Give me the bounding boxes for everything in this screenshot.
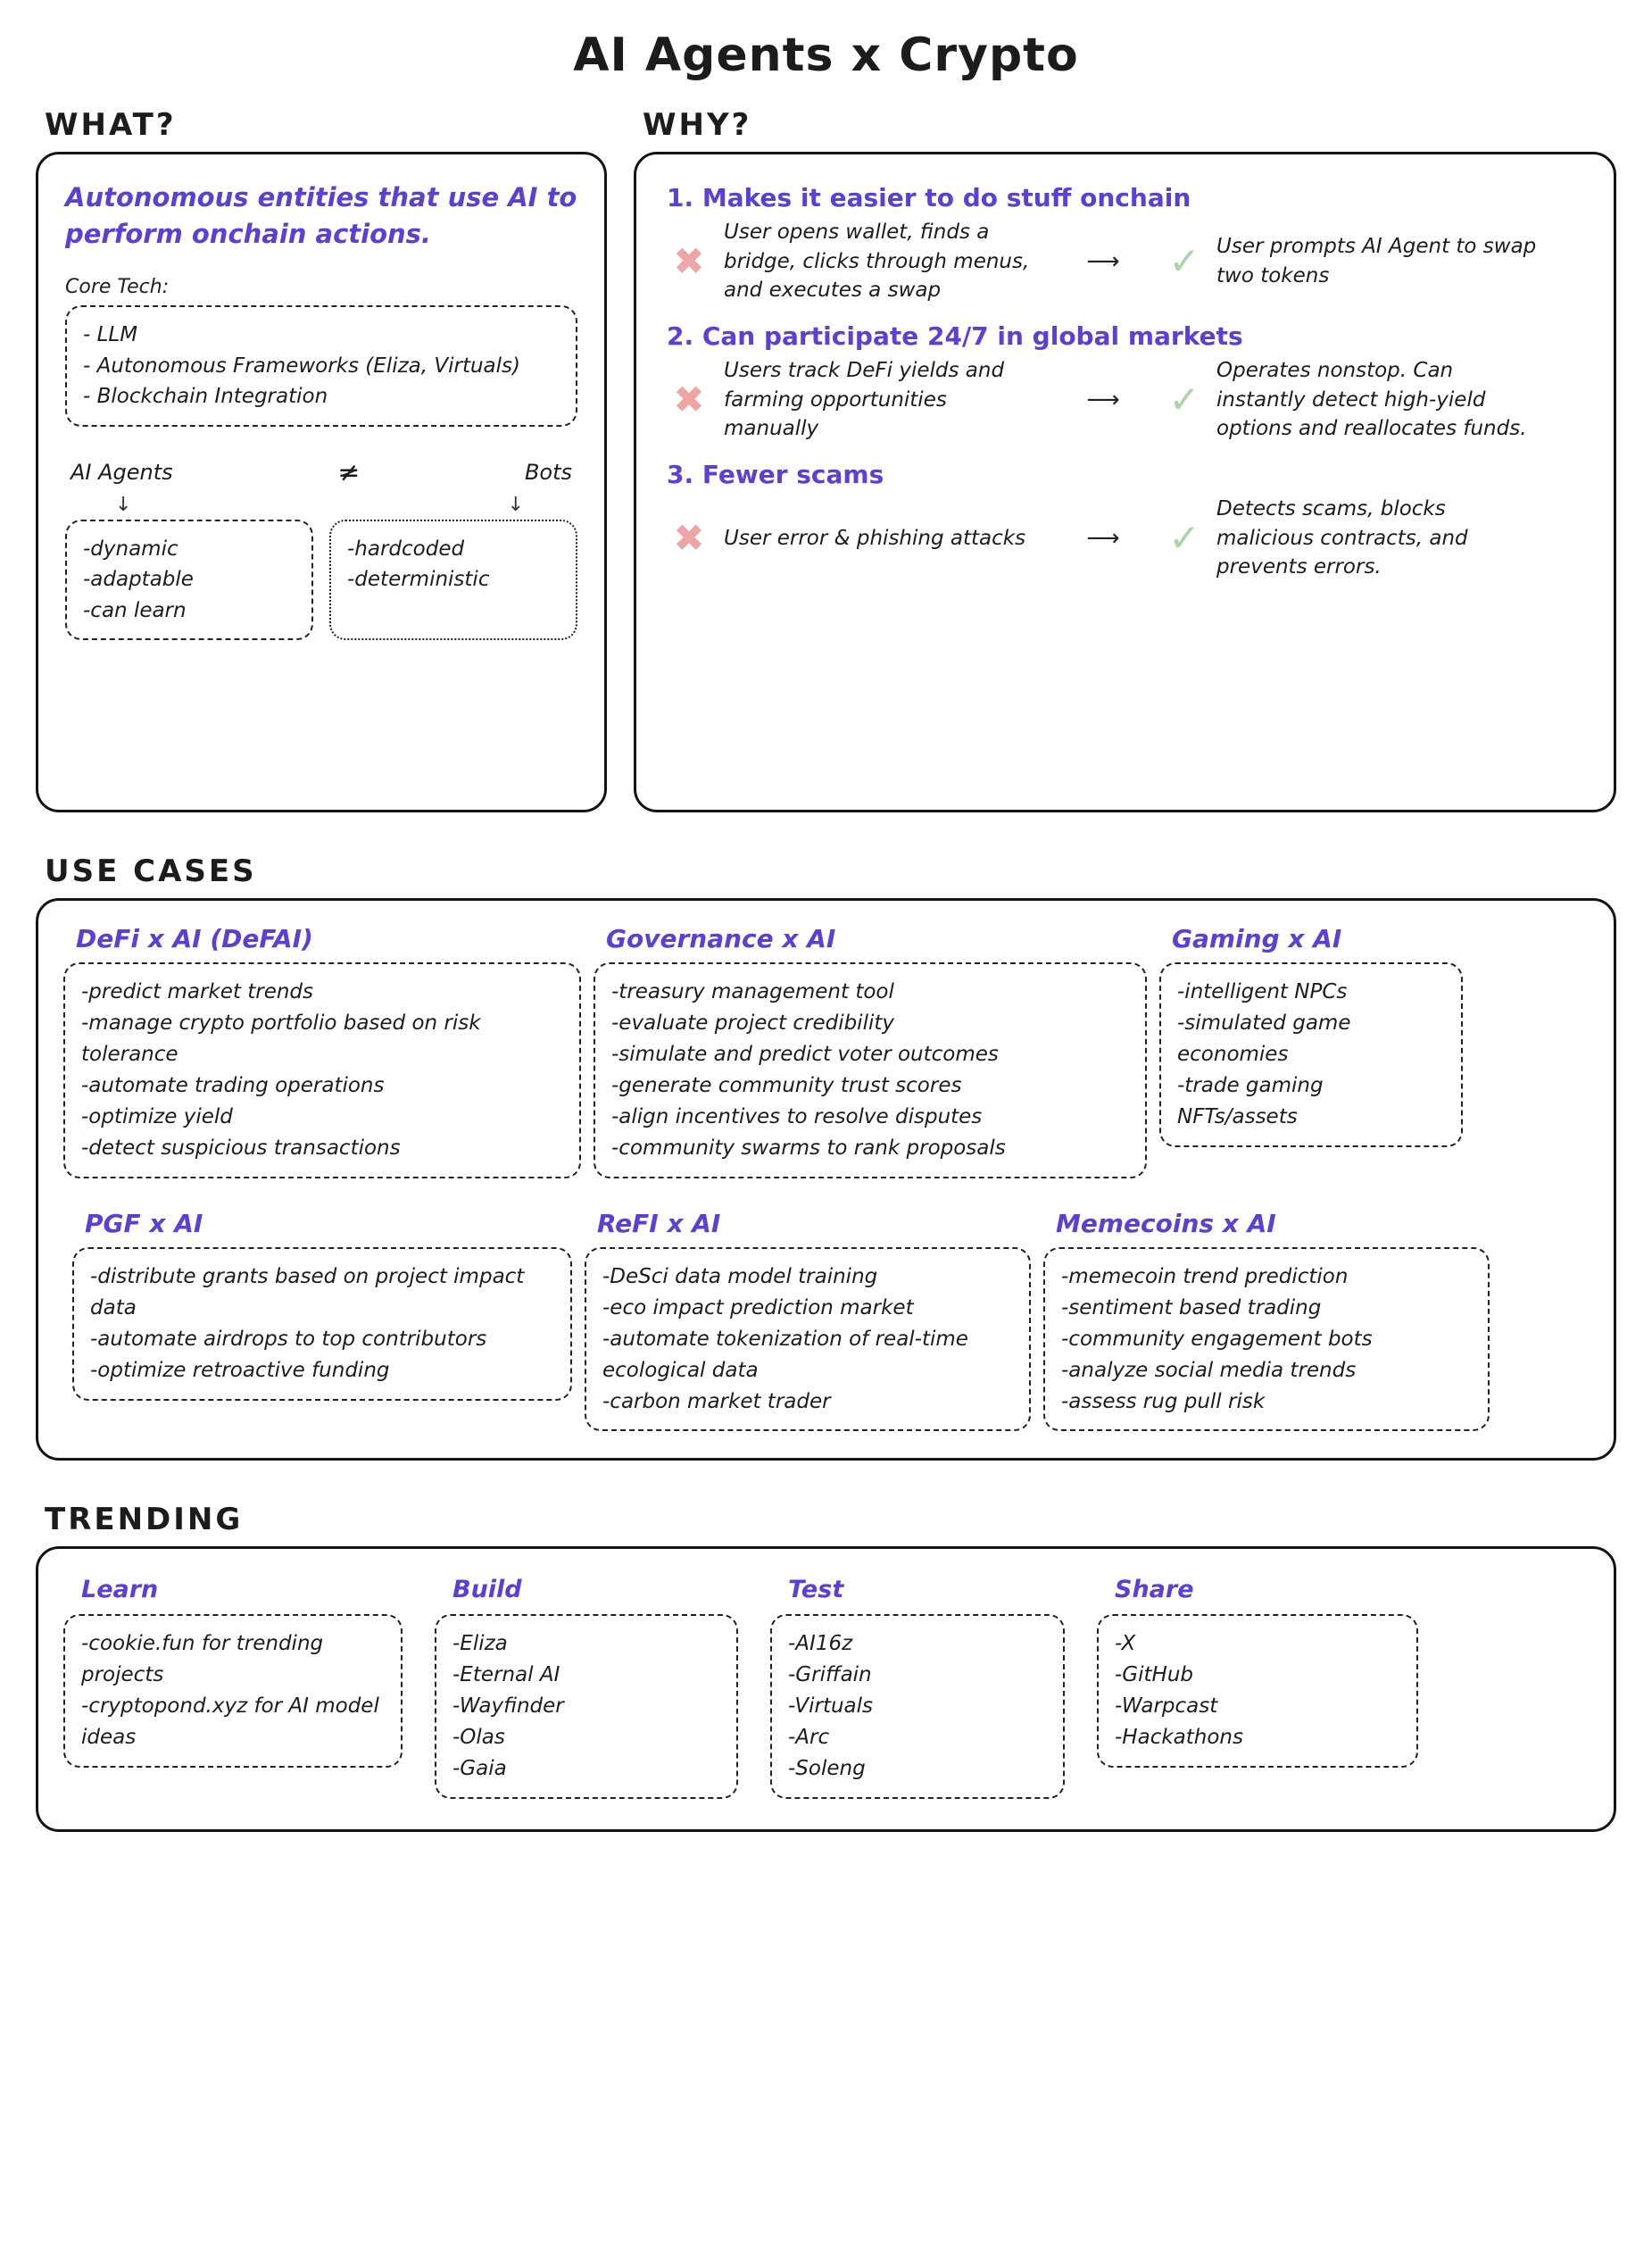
list-item: -Griffain [788, 1663, 872, 1687]
top-row [36, 107, 1616, 812]
list-item: -treasury management tool [611, 980, 894, 1003]
bots-label: Bots [524, 460, 572, 486]
check-icon: ✓ [1168, 238, 1200, 283]
list-item: -optimize retroactive funding [90, 1358, 390, 1382]
use-case-title: DeFi x AI (DeFAI) [76, 924, 313, 953]
core-tech-item: - Blockchain Integration [83, 385, 328, 409]
trending-list [435, 1614, 738, 1799]
list-item: -cookie.fun for trending projects [81, 1632, 324, 1687]
list-item: -assess rug pull risk [1061, 1389, 1266, 1413]
list-item: -Wayfinder [452, 1694, 564, 1719]
x-icon: ✖ [673, 377, 705, 421]
what-card [36, 152, 607, 812]
bots-traits [329, 520, 577, 641]
core-tech-label: Core Tech: [65, 276, 170, 299]
page-title: AI Agents x Crypto [573, 29, 1079, 82]
why-comparison-row [663, 218, 1587, 305]
list-item: -intelligent NPCs [1177, 980, 1348, 1003]
trending-section [36, 1502, 1616, 1832]
use-case-governance [594, 924, 1147, 1178]
list-item: -AI16z [788, 1632, 853, 1656]
list-item: -generate community trust scores [611, 1073, 962, 1097]
not-equal-icon: ≠ [337, 456, 361, 488]
use-case-list [72, 1247, 572, 1401]
list-item: -cryptopond.xyz for AI model ideas [81, 1694, 379, 1750]
trending-list [63, 1614, 403, 1768]
use-case-pgf [72, 1209, 572, 1401]
list-item: -automate tokenization of real-time ecological data [602, 1327, 968, 1382]
trait-item: -hardcoded [347, 537, 465, 561]
use-case-defi [63, 924, 581, 1178]
use-case-title: Gaming x AI [1172, 924, 1342, 953]
list-item: -automate trading operations [81, 1073, 385, 1097]
x-icon: ✖ [673, 238, 705, 283]
list-item: -align incentives to resolve disputes [611, 1104, 983, 1128]
list-item: -simulated game economies [1177, 1011, 1351, 1066]
use-case-list [1043, 1247, 1490, 1432]
agents-vs-bots-boxes [65, 520, 577, 641]
check-icon: ✓ [1168, 515, 1200, 560]
x-icon: ✖ [673, 515, 705, 560]
core-tech-item: - Autonomous Frameworks (Eliza, Virtuals) [83, 354, 520, 378]
why-heading: 3. Fewer scams [667, 459, 884, 489]
arrow-down-icon: ↓ [115, 493, 132, 516]
why-section [634, 107, 1616, 812]
use-case-refi [585, 1209, 1031, 1432]
why-card [634, 152, 1616, 812]
use-cases-section-label: USE CASES [45, 853, 257, 889]
trending-test [770, 1576, 1065, 1799]
list-item: -X [1115, 1632, 1136, 1656]
list-item: -Hackathons [1115, 1726, 1243, 1750]
trending-card [36, 1546, 1616, 1832]
list-item: -detect suspicious transactions [81, 1136, 401, 1160]
trending-section-label: TRENDING [45, 1502, 244, 1538]
list-item: -evaluate project credibility [611, 1011, 894, 1035]
list-item: -memecoin trend prediction [1061, 1264, 1349, 1288]
trending-build [435, 1576, 738, 1799]
list-item: -community swarms to rank proposals [611, 1136, 1006, 1160]
list-item: -trade gaming NFTs/assets [1177, 1073, 1324, 1128]
list-item: -predict market trends [81, 980, 314, 1003]
list-item: -eco impact prediction market [602, 1295, 914, 1319]
what-section-label: WHAT? [45, 107, 177, 143]
down-arrows [115, 494, 524, 516]
trending-list [1097, 1614, 1418, 1768]
list-item: -optimize yield [81, 1104, 233, 1128]
list-item: -simulate and predict voter outcomes [611, 1042, 999, 1066]
use-case-memecoins [1043, 1209, 1490, 1432]
what-lead-text: Autonomous entities that use AI to perform onchain actions. [65, 182, 577, 250]
trending-share [1097, 1576, 1418, 1799]
why-good-text: Detects scams, blocks malicious contracts, and prevents errors. [1216, 496, 1468, 579]
why-comparison-row [663, 356, 1587, 444]
list-item: -sentiment based trading [1061, 1295, 1322, 1319]
check-icon: ✓ [1168, 377, 1200, 421]
arrow-down-icon: ↓ [507, 493, 524, 516]
trending-title: Build [452, 1576, 522, 1604]
use-case-list [63, 962, 581, 1178]
use-case-list [1159, 962, 1463, 1147]
use-case-list [585, 1247, 1031, 1432]
trait-item: -adaptable [83, 568, 194, 592]
trait-item: -dynamic [83, 537, 178, 561]
arrow-right-icon: ⟶ [1086, 247, 1120, 275]
trait-item: -deterministic [347, 568, 490, 592]
use-cases-card [36, 898, 1616, 1461]
why-heading: 2. Can participate 24/7 in global markets [667, 321, 1243, 351]
why-good-text: Operates nonstop. Can instantly detect high-yield options and reallocates funds. [1216, 358, 1527, 441]
use-cases-row-2 [63, 1209, 1589, 1432]
list-item: -distribute grants based on project impact data [90, 1264, 525, 1319]
list-item: -Gaia [452, 1757, 507, 1781]
trending-list [770, 1614, 1065, 1799]
trending-grid [63, 1576, 1589, 1799]
list-item: -carbon market trader [602, 1389, 831, 1413]
ai-agents-traits [65, 520, 313, 641]
use-cases-section [36, 853, 1616, 1461]
list-item: -automate airdrops to top contributors [90, 1327, 487, 1351]
list-item: -Eternal AI [452, 1663, 560, 1687]
list-item: -Arc [788, 1726, 830, 1750]
list-item: -Virtuals [788, 1694, 874, 1719]
list-item: -GitHub [1115, 1663, 1194, 1687]
why-bad-text: User opens wallet, finds a bridge, clicks through menus, and executes a swap [724, 221, 1030, 303]
why-good-text: User prompts AI Agent to swap two tokens [1216, 235, 1537, 287]
list-item: -Soleng [788, 1757, 866, 1781]
trending-title: Test [788, 1576, 844, 1604]
core-tech-item: - LLM [83, 323, 138, 347]
list-item: -Olas [452, 1726, 505, 1750]
use-cases-row-1 [63, 924, 1589, 1178]
why-section-label: WHY? [643, 107, 752, 143]
use-case-gaming [1159, 924, 1463, 1147]
list-item: -Eliza [452, 1632, 508, 1656]
use-case-title: Governance x AI [606, 924, 836, 953]
use-case-list [594, 962, 1147, 1178]
use-case-title: Memecoins x AI [1056, 1208, 1276, 1238]
arrow-right-icon: ⟶ [1086, 386, 1120, 413]
why-bad-text: Users track DeFi yields and farming opportunities manually [724, 358, 1005, 441]
list-item: -community engagement bots [1061, 1327, 1373, 1351]
list-item: -analyze social media trends [1061, 1358, 1357, 1382]
trait-item: -can learn [83, 598, 187, 622]
use-case-title: PGF x AI [85, 1208, 203, 1238]
what-section [36, 107, 607, 812]
why-comparison-row [663, 495, 1587, 582]
list-item: -manage crypto portfolio based on risk tolerance [81, 1011, 481, 1066]
ai-agents-label: AI Agents [71, 460, 173, 486]
trending-learn [63, 1576, 403, 1799]
trending-title: Learn [81, 1576, 159, 1604]
arrow-right-icon: ⟶ [1086, 524, 1120, 552]
list-item: -Warpcast [1115, 1694, 1218, 1719]
use-case-title: ReFI x AI [597, 1208, 721, 1238]
core-tech-list [65, 305, 577, 427]
list-item: -DeSci data model training [602, 1264, 878, 1288]
trending-title: Share [1115, 1576, 1194, 1604]
why-heading: 1. Makes it easier to do stuff onchain [667, 183, 1191, 212]
why-bad-text: User error & phishing attacks [724, 526, 1026, 550]
agents-vs-bots-header [71, 457, 572, 488]
